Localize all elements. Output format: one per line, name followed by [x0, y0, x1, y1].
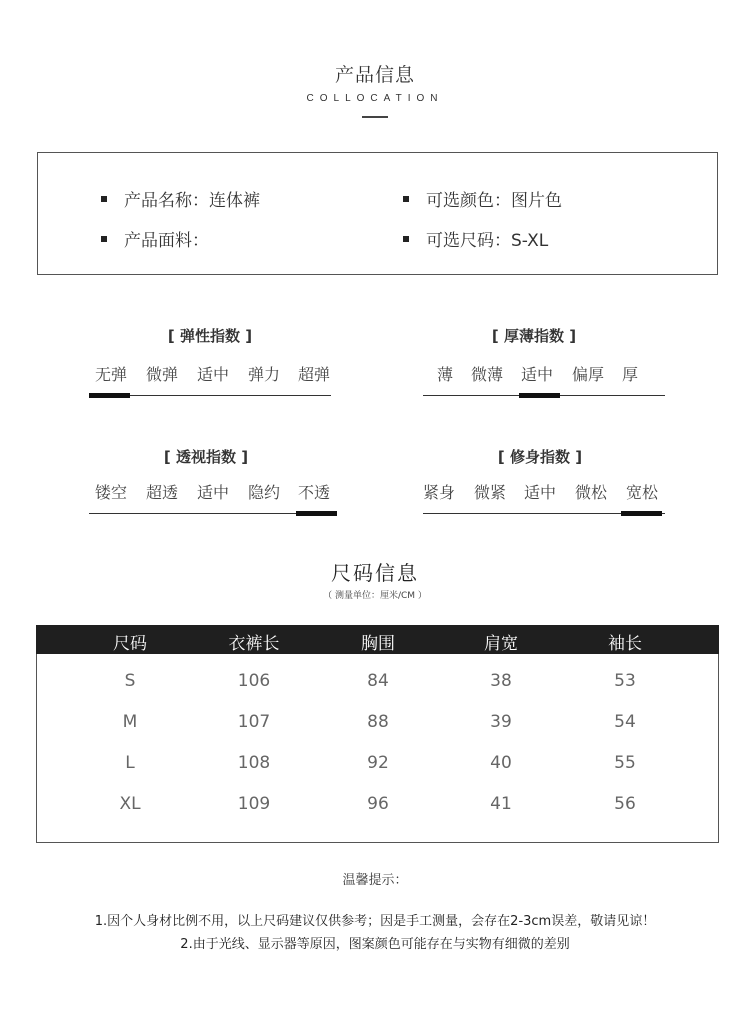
info-product-fabric — [101, 226, 209, 251]
thickness-option: 偏厚 — [571, 365, 604, 384]
size-table-header-cell: 肩宽 — [484, 634, 518, 654]
page-subtitle: COLLOCATION — [306, 93, 444, 104]
size-table-cell: L — [125, 753, 135, 773]
size-table-cell: 109 — [237, 794, 271, 814]
fit-option: 宽松 — [625, 483, 658, 502]
size-table-cell: S — [124, 671, 136, 691]
size-table-cell: M — [122, 712, 138, 732]
fit-option: 微松 — [574, 483, 607, 502]
bullet-icon — [101, 196, 107, 202]
elasticity-option: 弹力 — [247, 365, 280, 384]
transparency-index-title: [ 透视指数 ] — [163, 448, 249, 466]
info-sizes — [403, 226, 548, 251]
product-info-box — [37, 152, 718, 275]
thickness-option: 微薄 — [470, 365, 503, 384]
size-table-cell: 40 — [490, 753, 512, 773]
info-sizes-text: 可选尺码：S-XL — [426, 231, 549, 251]
size-table-cell: 88 — [367, 712, 389, 732]
size-info-unit: （ 测量单位：厘米/CM ） — [323, 591, 427, 601]
elasticity-option: 无弹 — [94, 365, 127, 384]
elasticity-selected-marker — [89, 393, 130, 398]
size-table-cell: 84 — [367, 671, 389, 691]
size-info-title: 尺码信息 — [331, 561, 419, 585]
size-table-cell: 39 — [490, 712, 512, 732]
fit-option: 微紧 — [473, 483, 506, 502]
fit-selected-marker — [621, 511, 662, 516]
size-table-cell: 96 — [367, 794, 389, 814]
size-table-cell: 108 — [237, 753, 271, 773]
tips-line-2: 2.由于光线、显示器等原因，图案颜色可能存在与实物有细微的差别 — [180, 937, 570, 952]
transparency-option: 镂空 — [94, 483, 127, 502]
size-table-cell: 106 — [237, 671, 271, 691]
size-table-cell: 38 — [490, 671, 512, 691]
tips-line-1: 1.因个人身材比例不用，以上尺码建议仅供参考；因是手工测量，会存在2-3cm误差，敬请见谅！ — [94, 914, 656, 929]
size-table-cell: 92 — [367, 753, 389, 773]
size-table-cell: 107 — [237, 712, 271, 732]
thickness-index-title: [ 厚薄指数 ] — [491, 327, 577, 345]
bullet-icon — [403, 196, 409, 202]
size-table-header-cell: 袖长 — [608, 634, 642, 654]
bullet-icon — [403, 236, 409, 242]
page-title: 产品信息 — [334, 64, 415, 86]
info-colors — [403, 186, 562, 211]
fit-option: 适中 — [523, 483, 556, 502]
size-table-cell: 55 — [614, 753, 636, 773]
transparency-option: 适中 — [196, 483, 229, 502]
size-table-header-cell: 胸围 — [361, 634, 395, 654]
transparency-selected-marker — [296, 511, 337, 516]
size-table-header-cell: 尺码 — [113, 634, 147, 654]
fit-index-title: [ 修身指数 ] — [497, 448, 583, 466]
size-table-header-cell: 衣裤长 — [228, 634, 280, 654]
size-table-cell: 41 — [490, 794, 512, 814]
transparency-option: 不透 — [297, 483, 330, 502]
transparency-option: 隐约 — [247, 483, 280, 502]
elasticity-option: 微弹 — [145, 365, 178, 384]
size-table-cell: 53 — [614, 671, 636, 691]
bullet-icon — [101, 236, 107, 242]
info-product-name — [101, 186, 260, 211]
size-table-cell: XL — [119, 794, 141, 814]
tips-title: 温馨提示： — [342, 873, 408, 888]
fit-option: 紧身 — [422, 483, 455, 502]
thickness-option: 适中 — [520, 365, 553, 384]
thickness-option: 薄 — [436, 365, 453, 384]
size-table-cell: 54 — [614, 712, 636, 732]
elasticity-index-title: [ 弹性指数 ] — [167, 327, 253, 345]
title-divider — [362, 116, 388, 118]
thickness-selected-marker — [519, 393, 560, 398]
elasticity-option: 适中 — [196, 365, 229, 384]
elasticity-option: 超弹 — [297, 365, 330, 384]
info-product-fabric-text: 产品面料： — [124, 231, 209, 251]
info-colors-text: 可选颜色：图片色 — [426, 191, 562, 211]
size-table-cell: 56 — [614, 794, 636, 814]
thickness-option: 厚 — [621, 365, 638, 384]
transparency-option: 超透 — [145, 483, 178, 502]
info-product-name-text: 产品名称：连体裤 — [124, 191, 260, 211]
